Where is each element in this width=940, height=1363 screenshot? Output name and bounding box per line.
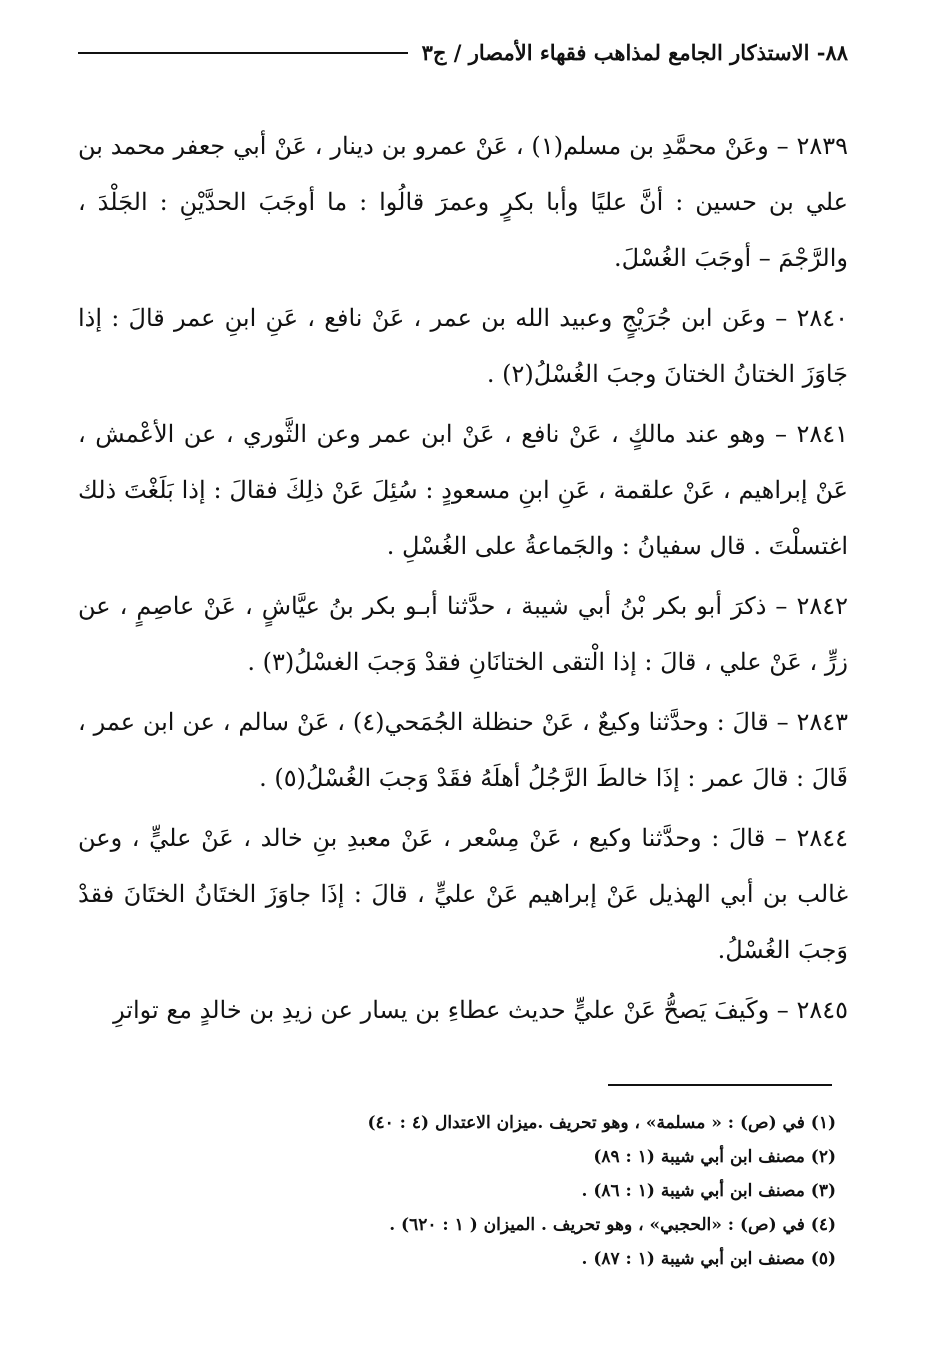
- hadith-2845: ٢٨٤٥ – وكَيفَ يَصحُّ عَنْ عليٍّ حديث عطاءِ بن يسار عن زيدِ بن خالدٍ مع تواترِ: [113, 996, 848, 1024]
- header-title: ٨٨- الاستذكار الجامع لمذاهب فقهاء الأمصار / ج٣: [421, 40, 848, 65]
- footnote-separator: [608, 1084, 832, 1086]
- hadith-2842: ٢٨٤٢ – ذكرَ أبو بكر بْنُ أبي شيبة ، حدَّثنا أبـو بكر بنُ عيَّاشٍ ، عَنْ عاصِمٍ ، عن زرٍّ ، عَنْ علي ، قالَ : إذا الْتقى الختانَانِ فقدْ وَجبَ الغسْلُ(٣) .: [78, 592, 848, 676]
- hadith-2843: ٢٨٤٣ – قالَ : وحدَّثنا وكيعٌ ، عَنْ حنظلة الجُمَحي(٤) ، عَنْ سالم ، عن ابن عمر ، قَالَ : قالَ عمر : إذَا خالطَ الرَّجُلُ أهلَهُ فقَدْ وَجبَ الغُسْلُ(٥) .: [78, 708, 848, 792]
- footnote-3: (٣) مصنف ابن أبي شيبة (١ : ٨٦) .: [581, 1181, 836, 1201]
- footnote-5: (٥) مصنف ابن أبي شيبة (١ : ٨٧) .: [581, 1249, 836, 1269]
- footnote-4: (٤) في (ص) : «الحجبي» ، وهو تحريف . الميزان ( ١ : ٦٢٠) .: [389, 1215, 836, 1235]
- hadith-2839: ٢٨٣٩ – وعَنْ محمَّدِ بن مسلم(١) ، عَنْ عمرو بن دينار ، عَنْ أبي جعفر محمد بن علي بن حسين : أنَّ عليًا وأبا بكرٍ وعمرَ قالُوا : ما أوجَبَ الحدَّيْنِ : الجَلْدَ ، والرَّجْمَ – أوجَبَ الغُسْلَ.: [78, 132, 849, 272]
- footnote-1: (١) في (ص) : « مسلمة» ، وهو تحريف .ميزان الاعتدال (٤ : ٤٠): [367, 1113, 836, 1133]
- header-rule: [78, 52, 408, 54]
- hadith-2841: ٢٨٤١ – وهو عند مالكٍ ، عَنْ نافع ، عَنْ ابن عمر وعن الثَّوري ، عن الأعْمش ، عَنْ إبراهيم ، عَنْ علقمة ، عَنِ ابنِ مسعودٍ : سُئِلَ عَنْ ذلِكَ فقالَ : إذا بَلَغْتَ ذلك اغتسلْتَ . قال سفيانُ : والجَماعةُ على الغُسْلِ .: [78, 420, 848, 560]
- hadith-2840: ٢٨٤٠ – وعَن ابن جُرَيْجٍ وعبيد الله بن عمر ، عَنْ نافع ، عَنِ ابنِ عمر قالَ : إذا جَاوَزَ الختانُ الختانَ وجبَ الغُسْلُ(٢) .: [78, 304, 848, 388]
- main-text: [78, 118, 848, 1038]
- footnotes: [100, 1106, 836, 1276]
- footnote-2: (٢) مصنف ابن أبي شيبة (١ : ٨٩): [593, 1147, 836, 1167]
- running-header: [78, 40, 848, 65]
- hadith-2844: ٢٨٤٤ – قالَ : وحدَّثنا وكيع ، عَنْ مِسْعر ، عَنْ معبدِ بنِ خالد ، عَنْ عليٍّ ، وعن غالب بن أبي الهذيل عَنْ إبراهيم عَنْ عليٍّ ، قالَ : إذَا جاوَزَ الختَانُ الختَانَ فقدْ وَجبَ الغُسْلُ.: [78, 824, 848, 964]
